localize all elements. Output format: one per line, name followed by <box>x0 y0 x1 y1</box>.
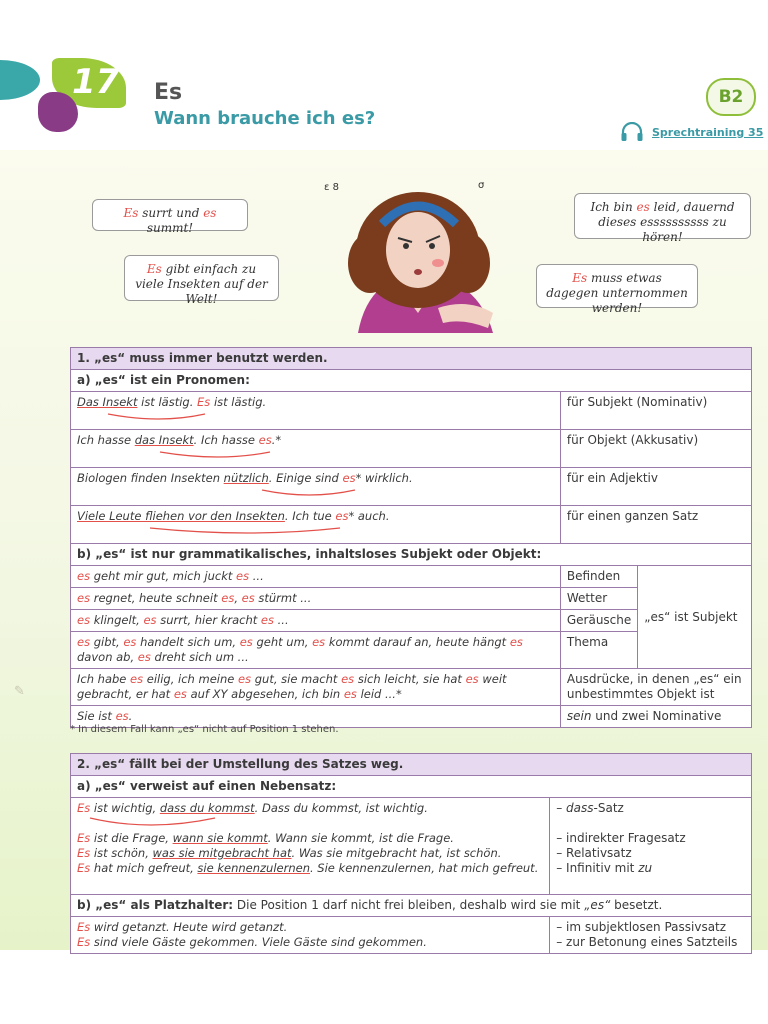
es-word: es <box>115 709 129 723</box>
example-sentence <box>71 610 561 632</box>
text: geht um, <box>252 635 313 649</box>
section-1b-title: b) „es“ ist nur grammatikalisches, inhaltsloses Subjekt oder Objekt: <box>71 544 752 566</box>
text: . Dass du kommst, ist wichtig. <box>254 801 428 815</box>
es-word: es <box>77 613 91 627</box>
function-label <box>560 706 751 728</box>
text: Biologen finden Insekten <box>77 471 224 485</box>
example-sentence <box>71 632 561 669</box>
function-label: Geräusche <box>560 610 637 632</box>
text: sind viele Gäste gekommen. Viele Gäste sind gekommen. <box>90 935 427 949</box>
text: Sie ist <box>77 709 116 723</box>
table-row <box>71 917 752 954</box>
text: regnet, heute schneit <box>90 591 222 605</box>
text: – indirekter Fragesatz <box>556 831 686 845</box>
text: .* <box>271 433 282 447</box>
es-word: es <box>130 672 144 686</box>
text: ... <box>249 569 264 583</box>
text: dreht sich um ... <box>150 650 249 664</box>
function-label: für ein Adjektiv <box>560 468 751 506</box>
referent: Viele Leute fliehen vor den Insekten <box>77 509 285 523</box>
es-word: es <box>137 650 151 664</box>
text: und zwei Nominative <box>591 709 722 723</box>
italic-word: „es“ <box>584 898 611 912</box>
text: , <box>234 591 242 605</box>
annoyed-woman-illustration <box>318 168 518 333</box>
section-2-table <box>70 753 752 954</box>
text: Ich hasse <box>77 433 135 447</box>
referent: was sie mitgebracht hat <box>152 846 292 860</box>
pencil-mark: ✎ <box>14 684 25 699</box>
text: Ich habe <box>77 672 131 686</box>
bubble-text: summt! <box>146 221 194 235</box>
text: . Wann sie kommt, ist die Frage. <box>267 831 454 845</box>
referent: dass du kommst <box>159 801 255 815</box>
text: eilig, ich meine <box>143 672 238 686</box>
speech-bubble-3 <box>574 193 751 244</box>
es-word: es <box>203 206 217 220</box>
group-label: „es“ ist Subjekt <box>638 566 752 669</box>
es-word: Es <box>146 262 162 276</box>
text: ist die Frage, <box>90 831 173 845</box>
text: – <box>556 801 567 815</box>
headphones-icon <box>620 122 644 142</box>
section-2a-title: a) „es“ verweist auf einen Nebensatz: <box>71 776 752 798</box>
example-sentence <box>71 430 561 468</box>
page-subtitle: Wann brauche ich es? <box>154 108 376 129</box>
es-word: es <box>258 433 272 447</box>
table-row <box>71 669 752 706</box>
section-1a-title: a) „es“ ist ein Pronomen: <box>71 370 752 392</box>
es-word: es <box>312 635 326 649</box>
text: leid ...* <box>356 687 402 701</box>
text: – zur Betonung eines Satzteils <box>556 935 738 949</box>
text: b) „es“ als Platzhalter: <box>77 898 234 912</box>
es-word: Es <box>77 831 91 845</box>
es-word: Es <box>572 271 588 285</box>
text: -Satz <box>593 801 624 815</box>
speech-bubble-2 <box>124 255 279 306</box>
es-word: Es <box>123 206 139 220</box>
text: . <box>128 709 133 723</box>
section-2b-title <box>71 895 752 917</box>
page-title: Es <box>154 80 183 105</box>
text: * auch. <box>348 509 390 523</box>
es-word: es <box>342 471 356 485</box>
speech-bubble-4 <box>536 264 698 315</box>
italic-word: zu <box>638 861 653 875</box>
table-row <box>71 566 752 588</box>
es-word: Es <box>77 935 91 949</box>
chapter-number: 17 <box>72 62 120 102</box>
function-label: für einen ganzen Satz <box>560 506 751 544</box>
text: surrt, hier kracht <box>156 613 261 627</box>
text: gut, sie macht <box>251 672 342 686</box>
text: auf XY abgesehen, ich bin <box>186 687 344 701</box>
italic-word: dass <box>566 801 594 815</box>
function-label: Befinden <box>560 566 637 588</box>
text: kommt darauf an, heute hängt <box>325 635 510 649</box>
text: handelt sich um, <box>136 635 240 649</box>
bubble-text: Ich bin <box>590 200 637 214</box>
text: davon ab, <box>77 650 138 664</box>
text: ist lästig. <box>210 395 267 409</box>
table-row <box>71 506 752 544</box>
es-word: es <box>143 613 157 627</box>
text: . Sie kennenzulernen, hat mich gefreut. <box>310 861 539 875</box>
referent: wann sie kommt <box>172 831 268 845</box>
table-row <box>71 430 752 468</box>
function-label: Thema <box>560 632 637 669</box>
bubble-text: muss etwas dagegen unternommen werden! <box>546 271 688 315</box>
es-word: es <box>77 591 91 605</box>
es-word: es <box>260 613 274 627</box>
example-sentence <box>71 917 550 954</box>
text: . Einige sind <box>268 471 343 485</box>
section-2-title: 2. „es“ fällt bei der Umstellung des Satzes weg. <box>71 754 752 776</box>
es-word: Es <box>77 920 91 934</box>
es-word: es <box>241 591 255 605</box>
es-word: es <box>335 509 349 523</box>
referent: sie kennenzulernen <box>197 861 310 875</box>
text: * wirklich. <box>355 471 413 485</box>
example-sentence <box>71 468 561 506</box>
es-word: Es <box>77 801 91 815</box>
es-word: es <box>77 569 91 583</box>
text: wird getanzt. Heute wird getanzt. <box>90 920 288 934</box>
text: geht mir gut, mich juckt <box>90 569 237 583</box>
es-word: es <box>77 635 91 649</box>
text: hat mich gefreut, <box>90 861 198 875</box>
es-word: es <box>636 200 650 214</box>
function-label: für Objekt (Akkusativ) <box>560 430 751 468</box>
function-label: für Subjekt (Nominativ) <box>560 392 751 430</box>
italic-word: sein <box>566 709 592 723</box>
svg-text:ε 8: ε 8 <box>324 182 339 193</box>
bubble-text: gibt einfach zu viele Insekten auf der Welt! <box>135 262 268 306</box>
function-label <box>550 917 752 954</box>
text: ist wichtig, <box>90 801 160 815</box>
text: Die Position 1 darf nicht frei bleiben, deshalb wird sie mit <box>233 898 585 912</box>
example-sentence <box>71 588 561 610</box>
text: . Was sie mitgebracht hat, ist schön. <box>291 846 502 860</box>
section-1-title: 1. „es“ muss immer benutzt werden. <box>71 348 752 370</box>
text: ist schön, <box>90 846 153 860</box>
es-word: es <box>238 672 252 686</box>
es-word: es <box>239 635 253 649</box>
text: . Ich hasse <box>193 433 259 447</box>
es-word: es <box>465 672 479 686</box>
es-word: Es <box>197 395 211 409</box>
es-word: es <box>341 672 355 686</box>
teal-leaf <box>0 60 40 100</box>
es-word: es <box>173 687 187 701</box>
text: sich leicht, sie hat <box>354 672 466 686</box>
es-word: Es <box>77 846 91 860</box>
example-sentence <box>71 506 561 544</box>
text: – im subjektlosen Passivsatz <box>556 920 727 934</box>
level-badge: B2 <box>706 78 756 116</box>
section-1-table <box>70 347 752 728</box>
example-sentence <box>71 392 561 430</box>
speech-bubble-1 <box>92 199 248 235</box>
text: . Ich tue <box>284 509 336 523</box>
example-sentence <box>71 798 550 895</box>
text: ist lästig. <box>137 395 198 409</box>
referent: Das Insekt <box>77 395 138 409</box>
bubble-text: leid, dauernd dieses essssssssss zu hören! <box>598 200 735 244</box>
text: – Infinitiv mit <box>556 861 639 875</box>
es-word: es <box>123 635 137 649</box>
es-word: es <box>343 687 357 701</box>
footnote: * In diesem Fall kann „es“ nicht auf Position 1 stehen. <box>70 724 339 735</box>
text: gibt, <box>90 635 124 649</box>
text: stürmt ... <box>254 591 312 605</box>
table-row <box>71 798 752 895</box>
text: – Relativsatz <box>556 846 632 860</box>
svg-text:σ: σ <box>478 180 485 191</box>
function-label: Ausdrücke, in denen „es“ ein unbestimmtes Objekt ist <box>560 669 751 706</box>
text: besetzt. <box>610 898 663 912</box>
bubble-text: surrt und <box>138 206 204 220</box>
es-word: es <box>221 591 235 605</box>
speech-training-link[interactable] <box>620 122 763 142</box>
function-label <box>550 798 752 895</box>
function-label: Wetter <box>560 588 637 610</box>
es-word: Es <box>77 861 91 875</box>
referent: nützlich <box>223 471 269 485</box>
table-row <box>71 468 752 506</box>
text: weit gebracht, er hat <box>77 672 507 701</box>
table-row <box>71 392 752 430</box>
es-word: es <box>236 569 250 583</box>
text: klingelt, <box>90 613 144 627</box>
example-sentence <box>71 566 561 588</box>
es-word: es <box>509 635 523 649</box>
referent: das Insekt <box>134 433 194 447</box>
example-sentence <box>71 669 561 706</box>
text: ... <box>274 613 289 627</box>
speech-training-label[interactable]: Sprechtraining 35 <box>652 125 764 139</box>
